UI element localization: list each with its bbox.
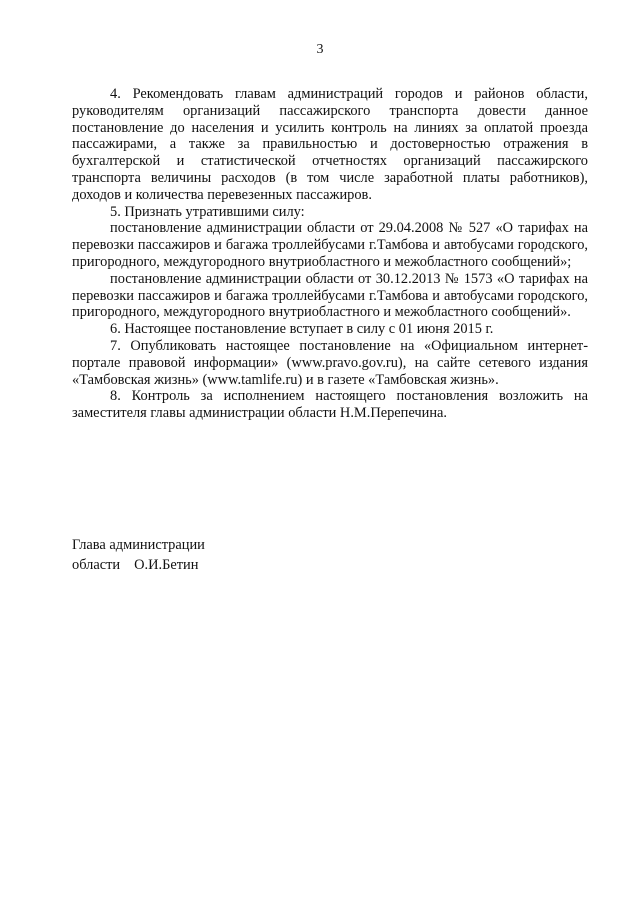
paragraph-repealed-act-1: постановление администрации области от 29.04.2008 № 527 «О тарифах на перевозки пассажиров и багажа троллейбусами г.Тамбова и автобусами городского, пригородного, междугородного внутриобластного и межобластного сообщений»; bbox=[72, 220, 588, 270]
paragraph-item-5: 5. Признать утратившими силу: bbox=[110, 203, 305, 220]
paragraph-item-6: 6. Настоящее постановление вступает в силу с 01 июня 2015 г. bbox=[110, 321, 494, 338]
paragraph-item-7: 7. Опубликовать настоящее постановление на «Официальном интернет-портале правовой информации» (www.pravo.gov.ru), на сайте сетевого издания «Тамбовская жизнь» (www.tamlife.ru) и в газете «Тамбовская жизнь». bbox=[72, 337, 588, 388]
paragraph-item-8: 8. Контроль за исполнением настоящего постановления возложить на заместителя главы администрации области Н.М.Перепечина. bbox=[72, 388, 588, 422]
document-body bbox=[72, 86, 588, 422]
paragraph-item-4: 4. Рекомендовать главам администраций городов и районов области, руководителям организаций пассажирского транспорта довести данное постановление до населения и усилить контроль на линиях за оплатой проезда пассажирами, а также за правильностью и достоверностью отражения в бухгалтерской и статистической отчетностях организаций пассажирского транспорта величины расходов (в том числе заработной платы работников), доходов и количества перевезенных пассажиров. bbox=[72, 86, 588, 203]
signatory-row bbox=[72, 555, 205, 575]
page-number: 3 bbox=[316, 42, 324, 57]
signatory-title-cont: области bbox=[72, 557, 121, 573]
signature-block bbox=[72, 535, 205, 575]
signatory-name: О.И.Бетин bbox=[134, 557, 199, 573]
signatory-title: Глава администрации bbox=[72, 537, 205, 553]
paragraph-repealed-act-2: постановление администрации области от 30.12.2013 № 1573 «О тарифах на перевозки пассажиров и багажа троллейбусами г.Тамбова и автобусами городского, пригородного, междугородного внутриобластного и межобластного сообщений». bbox=[72, 270, 588, 321]
